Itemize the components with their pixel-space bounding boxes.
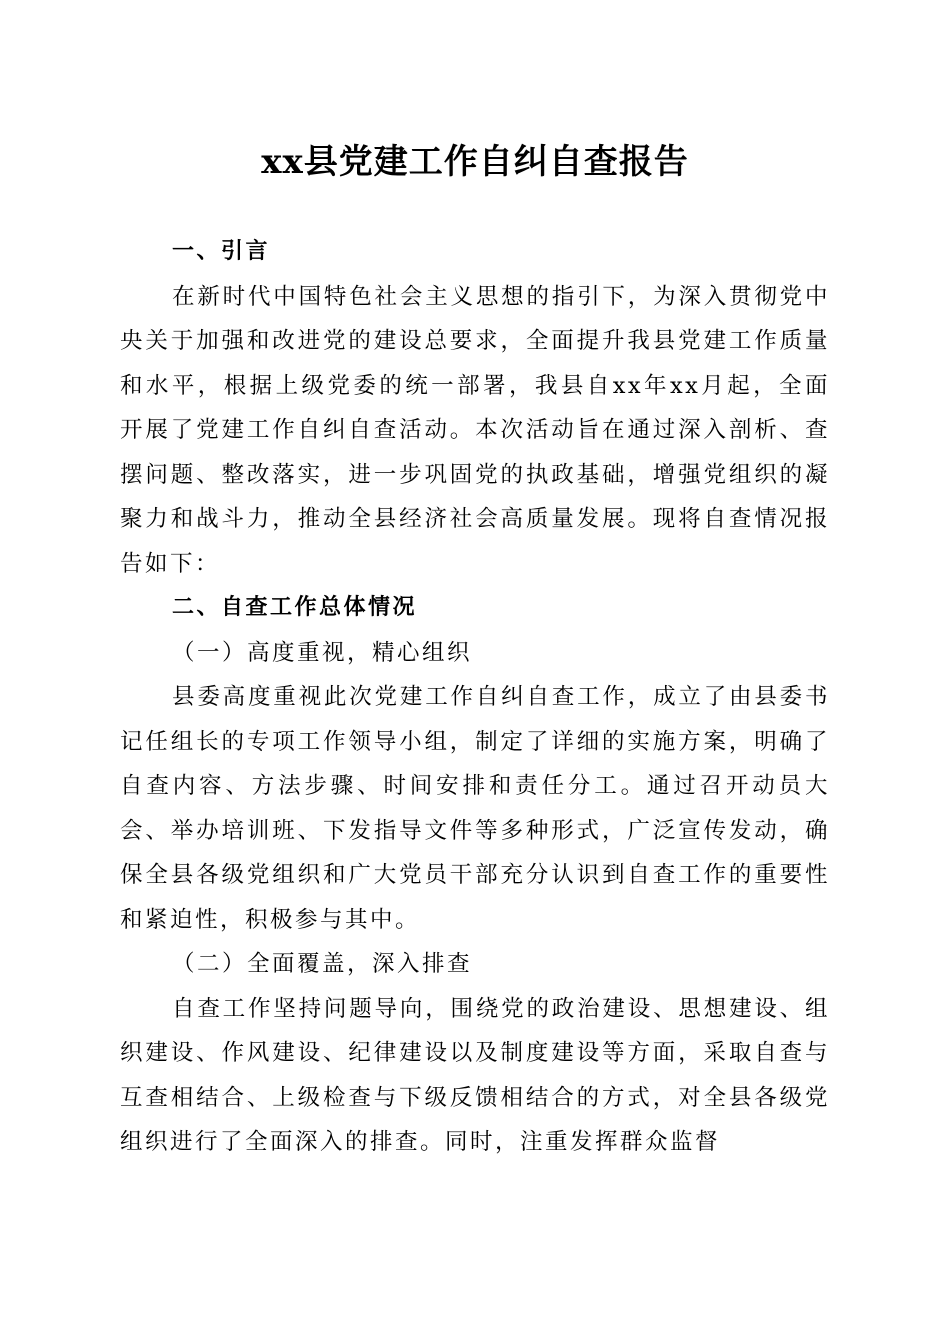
paragraph-organization: 县委高度重视此次党建工作自纠自查工作，成立了由县委书记任组长的专项工作领导小组，制定了详细的实施方案，明确了自查内容、方法步骤、时间安排和责任分工。通过召开动员大会、举办培训班、下发指导文件等多种形式，广泛宣传发动，确保全县各级党组织和广大党员干部充分认识到自查工作的重要性和紧迫性，积极参与其中。 <box>120 684 830 933</box>
document-body <box>120 230 830 1165</box>
paragraph-investigation: 自查工作坚持问题导向，围绕党的政治建设、思想建设、组织建设、作风建设、纪律建设以及制度建设等方面，采取自查与互查相结合、上级检查与下级反馈相结合的方式，对全县各级党组织进行了全面深入的排查。同时，注重发挥群众监督 <box>120 995 830 1155</box>
page-title: xx县党建工作自纠自查报告 <box>261 142 689 182</box>
subsection-heading-investigation: （二）全面覆盖，深入排查 <box>172 951 473 977</box>
section-heading-overview: 二、自查工作总体情况 <box>172 595 418 620</box>
subsection-heading-organization: （一）高度重视，精心组织 <box>172 639 473 666</box>
section-heading-introduction: 一、引言 <box>172 239 271 264</box>
paragraph-introduction: 在新时代中国特色社会主义思想的指引下，为深入贯彻党中央关于加强和改进党的建设总要求，全面提升我县党建工作质量和水平，根据上级党委的统一部署，我县自xx年xx月起，全面开展了党建工作自纠自查活动。本次活动旨在通过深入剖析、查摆问题、整改落实，进一步巩固党的执政基础，增强党组织的凝聚力和战斗力，推动全县经济社会高质量发展。现将自查情况报告如下： <box>120 283 830 577</box>
